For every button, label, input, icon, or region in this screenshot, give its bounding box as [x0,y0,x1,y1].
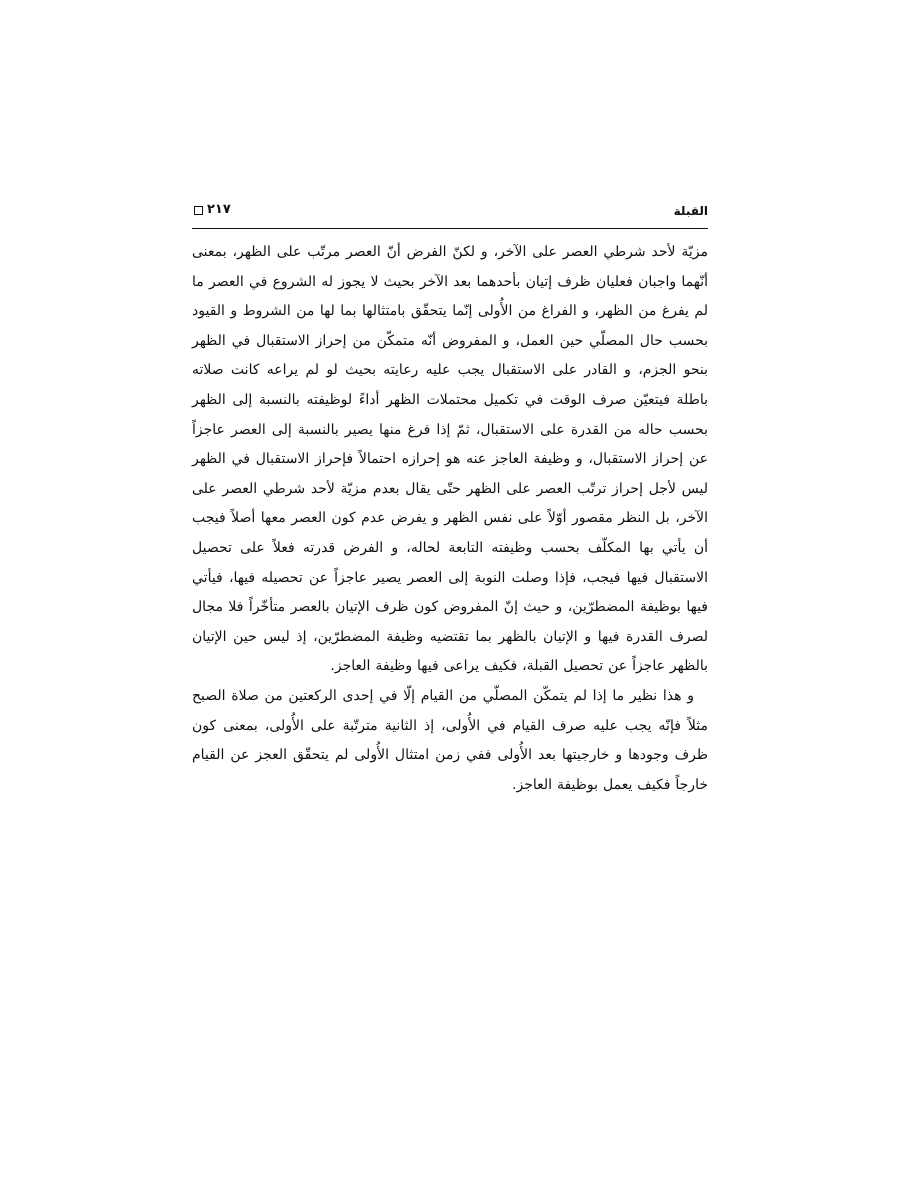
running-header [192,196,708,226]
square-icon [194,206,203,215]
page-number-group [194,202,231,218]
header-rule [192,228,708,229]
body-text [192,238,708,800]
book-page [192,196,708,996]
paragraph-2: و هذا نظير ما إذا لم يتمكّن المصلّي من القيام إلّا في إحدى الركعتين من صلاة الصبح مثلاً فإنّه يجب عليه صرف القيام في الأُولى، إذ الثانية مترتّبة على الأُولى، بمعنى كون ظرف وجودها و خارجيتها بعد الأُولى ففي زمن امتثال الأُولى لم يتحقّق العجز عن القيام خارجاً فكيف يعمل بوظيفة العاجز. [192,687,708,793]
chapter-title: القبلة [673,204,708,218]
paragraph-1: مزيّة لأحد شرطي العصر على الآخر، و لكنّ الفرض أنّ العصر مرتّب على الظهر، بمعنى أنّهما واجبان فعليان ظرف إتيان بأحدهما بعد الآخر بحيث لا يجوز له الشروع في العصر ما لم يفرغ من الظهر، و الفراغ من الأُولى إنّما يتحقّق بامتثالها بما لها من الشروط و القيود بحسب حال المصلّي حين العمل، و المفروض أنّه متمكّن من إحراز الاستقبال في الظهر بنحو الجزم، و القادر على الاستقبال يجب عليه رعايته بحيث لو لم يراعه كانت صلاته باطلة فيتعيّن صرف الوقت في تكميل محتملات الظهر أداءً لوظيفته بالنسبة إلى الظهر بحسب حاله من القدرة على الاستقبال، ثمّ إذا فرغ منها يصير بالنسبة إلى العصر عاجزاً عن إحراز الاستقبال، و وظيفة العاجز عنه هو إحرازه احتمالاً فإحراز الاستقبال في الظهر ليس لأجل إحراز ترتّب العصر على الظهر حتّى يقال بعدم مزيّة لأحد شرطي العصر على الآخر، بل النظر مقصور أوّلاً على نفس الظهر و يفرض عدم كون العصر معها أصلاً فيجب أن يأتي بها المكلّف بحسب وظيفته التابعة لحاله، و الفرض قدرته فعلاً على تحصيل الاستقبال فيها فيجب، فإذا وصلت النوبة إلى العصر يصير عاجزاً عن تحصيله فيها، فيأتي فيها بوظيفة المضطرّين، و حيث إنّ المفروض كون ظرف الإتيان بالعصر متأخّراً فلا مجال لصرف القدرة فيها و الإتيان بالظهر بما تقتضيه وظيفة المضطرّين، إذ ليس حين الإتيان بالظهر عاجزاً عن تحصيل القبلة، فكيف يراعى فيها وظيفة العاجز. [192,244,708,675]
page-number: ٢١٧ [207,202,231,217]
